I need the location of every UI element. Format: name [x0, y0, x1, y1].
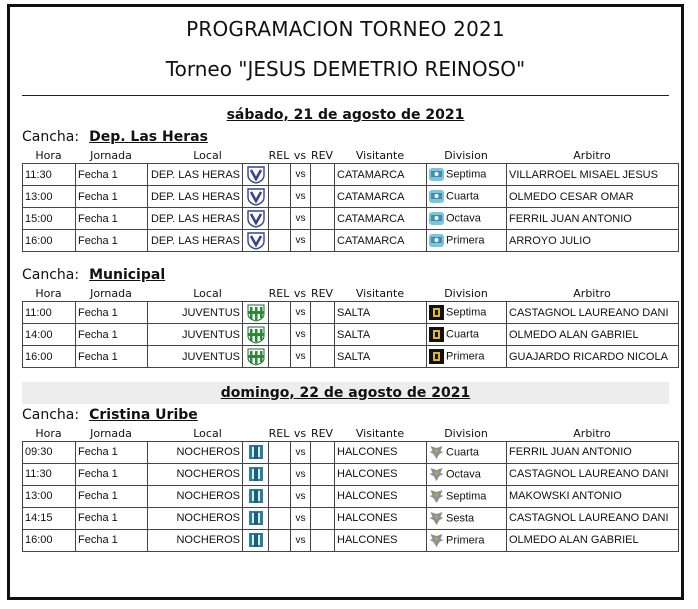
v-shield-icon: [246, 232, 266, 250]
nocheros-shield-icon: [246, 509, 266, 527]
vs-label: vs: [291, 230, 311, 252]
home-team: JUVENTUS: [148, 324, 243, 346]
match-round: Fecha 1: [76, 324, 148, 346]
rev-cell: [311, 230, 335, 252]
match-time: 11:00: [23, 302, 76, 324]
division-cell: [427, 324, 507, 346]
rev-cell: [311, 485, 335, 507]
referee-name: MAKOWSKI ANTONIO: [507, 485, 679, 507]
column-header-vs: vs: [293, 149, 307, 162]
catamarca-shield-icon: [428, 166, 445, 183]
matches-table: [22, 441, 679, 552]
column-header-visitante: Visitante: [355, 287, 405, 300]
away-team: HALCONES: [335, 529, 427, 551]
division-label: Septima: [446, 168, 487, 181]
table-row: [23, 302, 679, 324]
halcones-eagle-icon: [428, 444, 445, 461]
rev-cell: [311, 441, 335, 463]
column-header-local: Local: [193, 287, 222, 300]
division-cell: [427, 302, 507, 324]
home-crest: [243, 324, 269, 346]
match-time: 16:00: [23, 346, 76, 368]
referee-name: OLMEDO ALAN GABRIEL: [507, 529, 679, 551]
table-row: [23, 208, 679, 230]
home-team: DEP. LAS HERAS: [148, 164, 243, 186]
home-crest: [243, 346, 269, 368]
match-date: sábado, 21 de agosto de 2021: [226, 107, 465, 123]
venue-heading: [22, 267, 165, 283]
match-time: 13:00: [23, 186, 76, 208]
match-round: Fecha 1: [76, 529, 148, 551]
rel-cell: [269, 463, 291, 485]
away-team: SALTA: [335, 346, 427, 368]
home-team: DEP. LAS HERAS: [148, 186, 243, 208]
division-cell: [427, 164, 507, 186]
juventus-shield-icon: [246, 348, 266, 366]
division-label: Cuarta: [446, 446, 480, 458]
vs-label: vs: [291, 507, 311, 529]
rev-cell: [311, 346, 335, 368]
match-round: Fecha 1: [76, 302, 148, 324]
away-team: CATAMARCA: [335, 186, 427, 208]
home-team: DEP. LAS HERAS: [148, 208, 243, 230]
referee-name: ARROYO JULIO: [507, 230, 679, 252]
venue-name: Dep. Las Heras: [89, 129, 208, 145]
table-row: [23, 529, 679, 551]
rel-cell: [269, 186, 291, 208]
vs-label: vs: [291, 302, 311, 324]
halcones-eagle-icon: [428, 510, 445, 527]
match-round: Fecha 1: [76, 463, 148, 485]
rev-cell: [311, 302, 335, 324]
catamarca-shield-icon: [428, 188, 445, 205]
column-header-division: Division: [444, 287, 488, 300]
halcones-eagle-icon: [428, 488, 445, 505]
column-header-hora: Hora: [35, 149, 62, 162]
division-cell: [427, 485, 507, 507]
salta-shield-icon: [428, 348, 445, 365]
table-row: [23, 186, 679, 208]
away-team: SALTA: [335, 324, 427, 346]
column-header-arbitro: Arbitro: [573, 426, 611, 440]
column-header-vs: vs: [293, 426, 307, 440]
division-label: Cuarta: [446, 328, 480, 341]
venue-name: Municipal: [89, 267, 166, 283]
title-divider: [22, 95, 669, 96]
table-row: [23, 485, 679, 507]
catamarca-shield-icon: [428, 232, 445, 249]
catamarca-shield-icon: [428, 210, 445, 227]
column-header-hora: Hora: [35, 287, 62, 300]
nocheros-shield-icon: [246, 487, 266, 505]
rel-cell: [269, 529, 291, 551]
match-time: 09:30: [23, 441, 76, 463]
column-header-jornada: Jornada: [90, 149, 132, 162]
referee-name: OLMEDO CESAR OMAR: [507, 186, 679, 208]
home-team: NOCHEROS: [148, 441, 243, 463]
home-team: JUVENTUS: [148, 302, 243, 324]
division-cell: [427, 529, 507, 551]
rel-cell: [269, 230, 291, 252]
division-label: Cuarta: [446, 190, 480, 203]
division-label: Octava: [446, 212, 481, 225]
away-team: HALCONES: [335, 485, 427, 507]
column-header-vs: vs: [293, 287, 307, 300]
match-round: Fecha 1: [76, 485, 148, 507]
halcones-eagle-icon: [428, 466, 445, 483]
rel-cell: [269, 346, 291, 368]
matches-table: [22, 301, 679, 368]
division-cell: [427, 507, 507, 529]
home-crest: [243, 441, 269, 463]
vs-label: vs: [291, 441, 311, 463]
column-header-jornada: Jornada: [90, 287, 132, 300]
rev-cell: [311, 186, 335, 208]
home-crest: [243, 230, 269, 252]
rel-cell: [269, 441, 291, 463]
rev-cell: [311, 463, 335, 485]
match-time: 15:00: [23, 208, 76, 230]
referee-name: VILLARROEL MISAEL JESUS: [507, 164, 679, 186]
division-cell: [427, 208, 507, 230]
page-title: PROGRAMACION TORNEO 2021: [186, 17, 505, 41]
tournament-subtitle: Torneo "JESUS DEMETRIO REINOSO": [165, 57, 526, 81]
venue-label: Cancha:: [22, 129, 80, 145]
rev-cell: [311, 208, 335, 230]
nocheros-shield-icon: [246, 443, 266, 461]
rev-cell: [311, 507, 335, 529]
referee-name: CASTAGNOL LAUREANO DANI: [507, 463, 679, 485]
match-round: Fecha 1: [76, 441, 148, 463]
division-label: Septima: [446, 490, 487, 502]
column-header-rel: REL: [268, 426, 290, 440]
match-time: 14:00: [23, 324, 76, 346]
division-cell: [427, 186, 507, 208]
away-team: HALCONES: [335, 507, 427, 529]
division-cell: [427, 230, 507, 252]
schedule-document: [7, 4, 684, 600]
table-row: [23, 346, 679, 368]
rev-cell: [311, 164, 335, 186]
rev-cell: [311, 324, 335, 346]
column-header-visitante: Visitante: [355, 149, 405, 162]
column-header-rev: REV: [310, 426, 334, 440]
division-cell: [427, 463, 507, 485]
vs-label: vs: [291, 463, 311, 485]
juventus-shield-icon: [246, 326, 266, 344]
referee-name: GUAJARDO RICARDO NICOLA: [507, 346, 679, 368]
venue-label: Cancha:: [22, 406, 80, 423]
referee-name: FERRIL JUAN ANTONIO: [507, 441, 679, 463]
v-shield-icon: [246, 210, 266, 228]
away-team: CATAMARCA: [335, 208, 427, 230]
table-row: [23, 324, 679, 346]
table-row: [23, 507, 679, 529]
vs-label: vs: [291, 324, 311, 346]
match-time: 11:30: [23, 164, 76, 186]
division-cell: [427, 346, 507, 368]
home-team: NOCHEROS: [148, 529, 243, 551]
division-cell: [427, 441, 507, 463]
away-team: CATAMARCA: [335, 164, 427, 186]
vs-label: vs: [291, 346, 311, 368]
nocheros-shield-icon: [246, 531, 266, 549]
match-round: Fecha 1: [76, 507, 148, 529]
table-row: [23, 463, 679, 485]
table-row: [23, 441, 679, 463]
division-label: Septima: [446, 306, 487, 319]
division-label: Sesta: [446, 512, 475, 524]
match-time: 14:15: [23, 507, 76, 529]
column-header-local: Local: [193, 426, 222, 440]
match-round: Fecha 1: [76, 208, 148, 230]
away-team: HALCONES: [335, 463, 427, 485]
v-shield-icon: [246, 166, 266, 184]
juventus-shield-icon: [246, 304, 266, 322]
referee-name: CASTAGNOL LAUREANO DANI: [507, 507, 679, 529]
column-header-division: Division: [444, 426, 488, 440]
column-header-rel: REL: [268, 287, 290, 300]
home-team: NOCHEROS: [148, 485, 243, 507]
home-crest: [243, 463, 269, 485]
halcones-eagle-icon: [428, 532, 445, 549]
referee-name: FERRIL JUAN ANTONIO: [507, 208, 679, 230]
division-label: Primera: [446, 534, 485, 546]
rel-cell: [269, 208, 291, 230]
match-time: 16:00: [23, 230, 76, 252]
v-shield-icon: [246, 188, 266, 206]
match-time: 13:00: [23, 485, 76, 507]
rel-cell: [269, 302, 291, 324]
column-header-hora: Hora: [35, 426, 62, 440]
vs-label: vs: [291, 529, 311, 551]
venue-name: Cristina Uribe: [89, 406, 198, 423]
home-team: NOCHEROS: [148, 463, 243, 485]
table-row: [23, 230, 679, 252]
column-header-arbitro: Arbitro: [573, 149, 611, 162]
referee-name: CASTAGNOL LAUREANO DANI: [507, 302, 679, 324]
vs-label: vs: [291, 164, 311, 186]
venue-heading: [22, 407, 198, 423]
column-header-visitante: Visitante: [355, 426, 405, 440]
match-round: Fecha 1: [76, 230, 148, 252]
vs-label: vs: [291, 186, 311, 208]
away-team: HALCONES: [335, 441, 427, 463]
rel-cell: [269, 324, 291, 346]
rev-cell: [311, 529, 335, 551]
home-crest: [243, 507, 269, 529]
match-time: 16:00: [23, 529, 76, 551]
rel-cell: [269, 485, 291, 507]
match-round: Fecha 1: [76, 186, 148, 208]
rel-cell: [269, 164, 291, 186]
column-header-rev: REV: [310, 287, 334, 300]
home-crest: [243, 186, 269, 208]
home-team: NOCHEROS: [148, 507, 243, 529]
division-label: Primera: [446, 234, 485, 247]
match-round: Fecha 1: [76, 164, 148, 186]
column-header-arbitro: Arbitro: [573, 287, 611, 300]
home-team: JUVENTUS: [148, 346, 243, 368]
matches-table: [22, 163, 679, 252]
column-header-rel: REL: [268, 149, 290, 162]
division-label: Primera: [446, 350, 485, 363]
nocheros-shield-icon: [246, 465, 266, 483]
table-row: [23, 164, 679, 186]
column-header-local: Local: [193, 149, 222, 162]
home-crest: [243, 164, 269, 186]
referee-name: OLMEDO ALAN GABRIEL: [507, 324, 679, 346]
home-crest: [243, 529, 269, 551]
column-header-rev: REV: [310, 149, 334, 162]
vs-label: vs: [291, 485, 311, 507]
home-crest: [243, 485, 269, 507]
vs-label: vs: [291, 208, 311, 230]
venue-heading: [22, 129, 208, 145]
home-team: DEP. LAS HERAS: [148, 230, 243, 252]
column-header-jornada: Jornada: [90, 426, 132, 440]
salta-shield-icon: [428, 304, 445, 321]
match-time: 11:30: [23, 463, 76, 485]
salta-shield-icon: [428, 326, 445, 343]
column-header-division: Division: [444, 149, 488, 162]
match-round: Fecha 1: [76, 346, 148, 368]
venue-label: Cancha:: [22, 267, 80, 283]
home-crest: [243, 302, 269, 324]
rel-cell: [269, 507, 291, 529]
away-team: CATAMARCA: [335, 230, 427, 252]
home-crest: [243, 208, 269, 230]
away-team: SALTA: [335, 302, 427, 324]
division-label: Octava: [446, 468, 481, 480]
match-date: domingo, 22 de agosto de 2021: [220, 384, 471, 401]
